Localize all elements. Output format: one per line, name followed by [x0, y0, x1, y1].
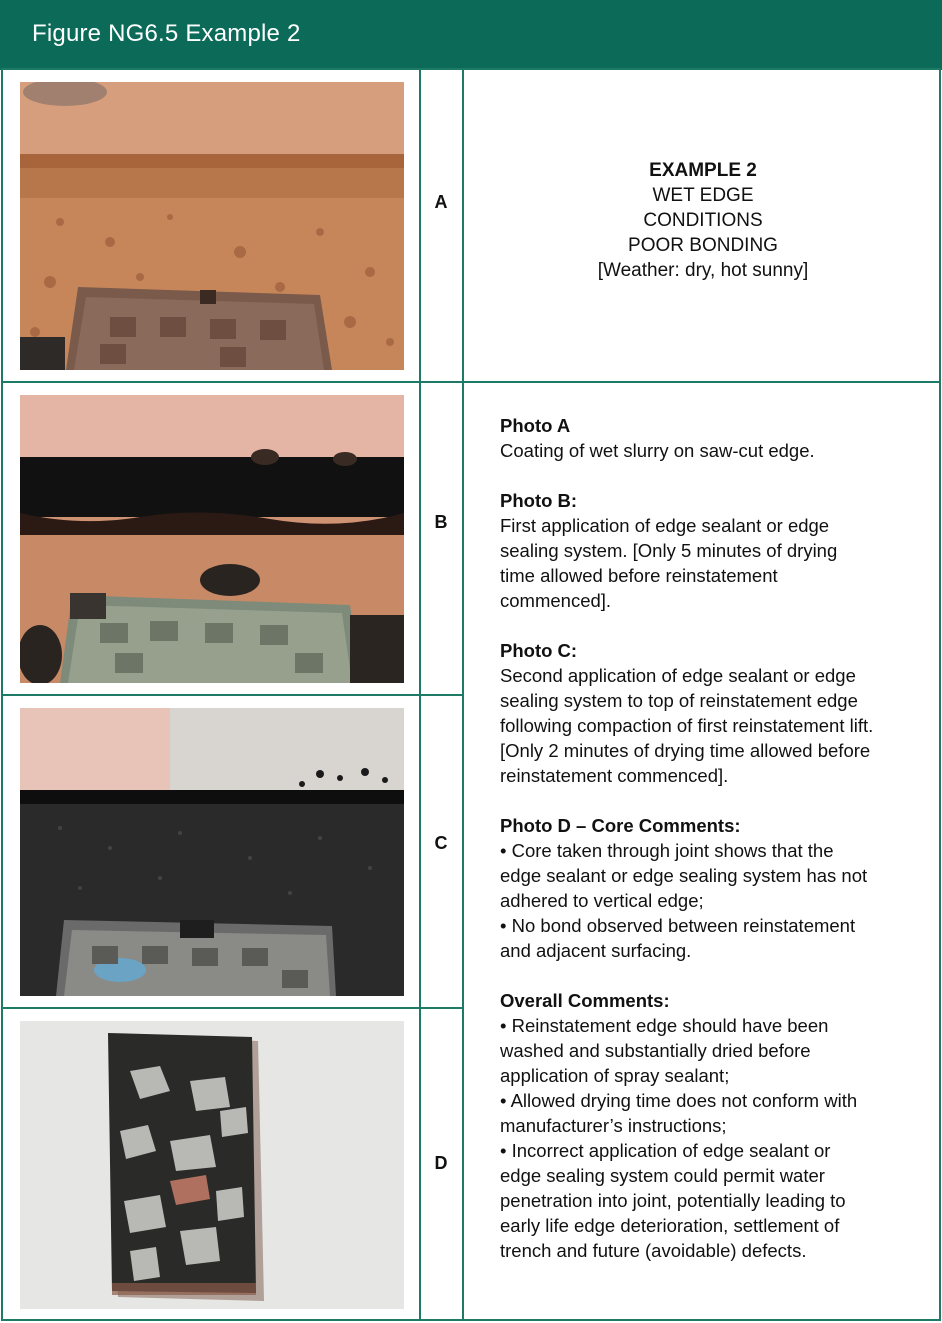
row-divider [1, 381, 941, 383]
note-line: • Reinstatement edge should have been [500, 1015, 829, 1036]
note-title-overall: Overall Comments: [500, 990, 670, 1011]
note-line: adhered to vertical edge; [500, 890, 704, 911]
row-label-d: D [434, 1153, 448, 1173]
example-summary [465, 158, 941, 283]
note-title-d: Photo D – Core Comments: [500, 815, 741, 836]
note-title-b: Photo B: [500, 490, 578, 511]
note-line: Second application of edge sealant or edge [500, 665, 856, 686]
row-label-b: B [434, 512, 448, 532]
example-line: POOR BONDING [628, 235, 778, 256]
note-line: First application of edge sealant or edge [500, 515, 830, 536]
example-line: WET EDGE [652, 185, 754, 206]
note-line: manufacturer’s instructions; [500, 1115, 727, 1136]
photo-b [20, 395, 404, 683]
row-divider [1, 1007, 464, 1009]
note-line: application of spray sealant; [500, 1065, 730, 1086]
note-line: penetration into joint, potentially leading to [500, 1190, 846, 1211]
note-line: early life edge deterioration, settlement of [500, 1215, 840, 1236]
photo-notes [500, 413, 930, 1263]
example-heading: EXAMPLE 2 [649, 160, 757, 181]
example-line: [Weather: dry, hot sunny] [597, 260, 809, 281]
note-line: following compaction of first reinstatement lift. [500, 715, 874, 736]
note-line: reinstatement commenced]. [500, 765, 729, 786]
note-line: trench and future (avoidable) defects. [500, 1240, 807, 1261]
note-line: Coating of wet slurry on saw-cut edge. [500, 440, 815, 461]
figure-header [0, 0, 942, 70]
row-label-c: C [434, 833, 448, 853]
note-line: edge sealing system could permit water [500, 1165, 825, 1186]
note-line: sealing system to top of reinstatement edge [500, 690, 858, 711]
note-line: • Incorrect application of edge sealant or [500, 1140, 831, 1161]
note-line: • No bond observed between reinstatement [500, 915, 856, 936]
note-title-a: Photo A [500, 415, 571, 436]
note-line: • Allowed drying time does not conform with [500, 1090, 858, 1111]
photo-d [20, 1021, 404, 1309]
note-line: and adjacent surfacing. [500, 940, 692, 961]
note-line: washed and substantially dried before [500, 1040, 811, 1061]
note-line: sealing system. [Only 5 minutes of drying [500, 540, 838, 561]
note-line: edge sealant or edge sealing system has not [500, 865, 868, 886]
note-line: • Core taken through joint shows that the [500, 840, 834, 861]
row-divider [1, 694, 464, 696]
figure-title: Figure NG6.5 Example 2 [32, 20, 301, 47]
example-line: CONDITIONS [643, 210, 763, 231]
note-line: commenced]. [500, 590, 612, 611]
note-title-c: Photo C: [500, 640, 578, 661]
photo-a [20, 82, 404, 370]
note-line: [Only 2 minutes of drying time allowed before [500, 740, 871, 761]
note-line: time allowed before reinstatement [500, 565, 778, 586]
row-label-a: A [434, 192, 448, 212]
photo-c [20, 708, 404, 996]
